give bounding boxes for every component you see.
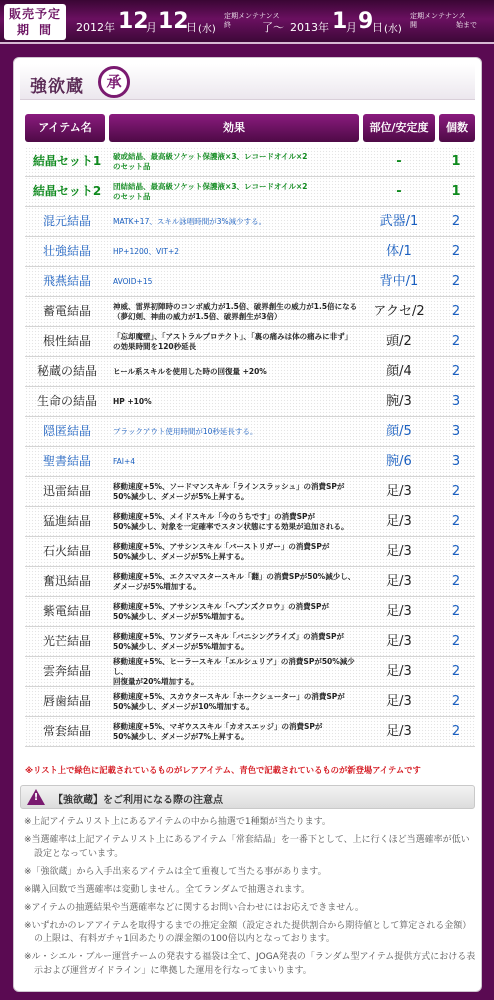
- item-effect: AVOID+15: [113, 276, 153, 286]
- item-name: 常套結晶: [42, 724, 91, 738]
- item-name: 秘蔵の結晶: [36, 364, 97, 378]
- caution-item: ※いずれかのレアアイテムを取得するまでの推定金額（設定された提供割合から期待値として算定される金額）の上限は、有料ガチャ1回あたりの課金額の100倍以内となっております。: [24, 920, 472, 944]
- table-row: [25, 267, 475, 297]
- maintenance-label-1: 定期メンテナンス: [224, 12, 280, 20]
- table-row: [25, 627, 475, 657]
- item-name: 聖書結晶: [42, 454, 91, 468]
- caution-item: ※上記アイテムリスト上にあるアイテムの中から抽選で1種類が当たります。: [24, 817, 331, 827]
- item-effect: HP +10%: [113, 396, 152, 406]
- item-part-stability: 足/3: [386, 724, 412, 739]
- item-part-stability: 足/3: [386, 664, 412, 679]
- end-month: 1: [332, 9, 348, 34]
- item-effect: 破或結晶、最高級ソケット保護液×3、レコードオイル×2 のセット品: [113, 151, 308, 171]
- item-effect: 移動速度+5%、マギウススキル「カオスエッジ」の消費SPが 50%減少し、ダメージが7%上昇する。: [113, 721, 323, 741]
- item-part-stability: アクセ/2: [373, 304, 425, 319]
- item-name: 飛燕結晶: [42, 274, 91, 288]
- sale-period-dates: [72, 6, 492, 40]
- end-day-char: 日: [372, 21, 383, 34]
- table-row: [25, 597, 475, 627]
- item-effect: ブラックアウト使用時間が10秒延長する。: [113, 426, 258, 436]
- item-count: 2: [451, 694, 461, 709]
- item-count: 3: [451, 424, 461, 439]
- item-count: 3: [451, 454, 461, 469]
- item-name: 蓄電結晶: [42, 304, 91, 318]
- item-name: 根性結晶: [42, 334, 91, 348]
- table-row: [25, 687, 475, 717]
- item-part-stability: 足/3: [386, 604, 412, 619]
- panel-title: 強欲蔵: [30, 77, 84, 97]
- sale-period-label-line1: 販売予定: [8, 7, 61, 21]
- table-row: [25, 477, 475, 507]
- item-count: 2: [451, 574, 461, 589]
- item-effect: 移動速度+5%、メイドスキル「今のうちです」の消費SPが 50%減少し、対象を一定確率でスタン状態にする効果が追加される。: [113, 511, 349, 531]
- caution-header: [20, 785, 475, 809]
- maintenance-end-1: 終: [224, 21, 231, 29]
- item-table: [25, 114, 475, 741]
- start-day: 12: [158, 9, 189, 34]
- item-count: 2: [451, 634, 461, 649]
- item-part-stability: 顔/5: [386, 424, 412, 439]
- item-effect: 移動速度+5%、アサシンスキル「バーストリガー」の消費SPが 50%減少し、ダメージが5%上昇する。: [113, 541, 330, 561]
- item-part-stability: 頭/2: [386, 334, 412, 349]
- item-count: 2: [451, 724, 461, 739]
- caution-item: ※購入回数で当選確率は変動しません。全てランダムで抽選されます。: [24, 884, 311, 895]
- item-name: 迅雷結晶: [42, 484, 91, 498]
- caution-item: ※「強欲蔵」から入手出来るアイテムは全て重複して当たる事があります。: [24, 866, 327, 877]
- header-effect: 効果: [109, 114, 359, 142]
- item-count: 2: [451, 604, 461, 619]
- table-row: [25, 147, 475, 177]
- item-count: 2: [451, 364, 461, 379]
- item-effect: 移動速度+5%、アサシンスキル「ヘブンズクロウ」の消費SPが 50%減少し、ダメージが5%増加する。: [113, 601, 330, 621]
- table-row: [25, 567, 475, 597]
- table-row: [25, 177, 475, 207]
- sale-period-banner: [0, 0, 494, 44]
- item-name: 石火結晶: [42, 544, 91, 558]
- caution-title: 【強欲蔵】をご利用になる際の注意点: [53, 795, 223, 806]
- item-part-stability: 腕/6: [386, 454, 412, 469]
- item-effect: 移動速度+5%、ヒーラースキル「エルシュリア」の消費SPが50%減少し、 回復量が20%増加する。: [113, 656, 355, 686]
- table-row: [25, 237, 475, 267]
- start-month: 12: [118, 9, 149, 34]
- item-count: 2: [451, 244, 461, 259]
- item-name: 結晶セット2: [32, 184, 102, 198]
- item-effect: ヒール系スキルを使用した時の回復量 +20%: [113, 366, 267, 376]
- item-count: 2: [451, 304, 461, 319]
- title-seal-icon: 承: [98, 66, 130, 98]
- item-count: 2: [451, 664, 461, 679]
- end-weekday: (水): [384, 24, 402, 35]
- item-part-stability: 足/3: [386, 634, 412, 649]
- table-row: [25, 357, 475, 387]
- table-row: [25, 507, 475, 537]
- end-year: 2013年: [290, 21, 329, 34]
- item-count: 2: [451, 334, 461, 349]
- table-row: [25, 417, 475, 447]
- item-count: 2: [451, 544, 461, 559]
- item-part-stability: 足/3: [386, 484, 412, 499]
- item-count: 2: [451, 274, 461, 289]
- item-name: 唇歯結晶: [42, 694, 91, 708]
- end-month-char: 月: [346, 21, 357, 34]
- item-panel: [13, 57, 482, 992]
- item-name: 結晶セット1: [32, 154, 102, 168]
- caution-list: [24, 816, 476, 983]
- item-effect: 神威、雷界初陣時のコンボ威力が1.5倍、破界創生の威力が1.5倍になる （夢幻剣、神曲の威力が1.5倍、破界創生が3倍）: [113, 301, 358, 321]
- maintenance-label-2: 定期メンテナンス: [410, 12, 466, 20]
- item-part-stability: 足/3: [386, 544, 412, 559]
- header-part-stability: 部位/安定度: [363, 114, 435, 142]
- sale-period-label-line2: 期間: [16, 23, 61, 37]
- color-legend-note: ※リスト上で緑色に記載されているものがレアアイテム、青色で記載されているものが新登場アイテムです: [25, 765, 421, 775]
- item-name: 壮強結晶: [42, 244, 91, 258]
- table-header: [25, 114, 475, 142]
- maintenance-until: 始まで: [456, 21, 477, 29]
- item-part-stability: -: [396, 184, 402, 199]
- item-part-stability: 腕/3: [386, 394, 412, 409]
- item-effect: MATK+17、スキル詠唱時間が3%減少する。: [113, 216, 267, 226]
- item-count: 2: [451, 484, 461, 499]
- table-row: [25, 717, 475, 747]
- item-name: 猛進結晶: [42, 514, 91, 528]
- table-row: [25, 387, 475, 417]
- caution-item: ※アイテムの抽選結果や当選確率などに関するお問い合わせにはお応えできません。: [24, 902, 364, 913]
- table-row: [25, 537, 475, 567]
- item-count: 2: [451, 214, 461, 229]
- table-row: [25, 297, 475, 327]
- item-effect: FAI+4: [113, 456, 136, 466]
- item-part-stability: 武器/1: [379, 214, 419, 229]
- table-row: [25, 327, 475, 357]
- table-row: [25, 447, 475, 477]
- maintenance-after: 了～: [262, 21, 284, 34]
- item-effect: 移動速度+5%、ワンダラースキル「バニシングライズ」の消費SPが 50%減少し、ダメージが5%増加する。: [113, 631, 345, 651]
- item-effect: 移動速度+5%、ソードマンスキル「ラインスラッシュ」の消費SPが 50%減少し、ダメージが5%上昇する。: [113, 481, 345, 501]
- table-row: [25, 657, 475, 687]
- start-day-char: 日: [186, 21, 197, 34]
- start-month-char: 月: [146, 21, 157, 34]
- item-effect: 移動速度+5%、エクスマスタースキル「翻」の消費SPが50%減少し、 ダメージが5%増加する。: [113, 571, 356, 591]
- item-name: 混元結晶: [42, 214, 91, 228]
- warning-icon-mark: !: [33, 792, 39, 803]
- item-name: 雲奔結晶: [42, 664, 91, 678]
- item-effect: 「忘却魔壁」、「アストラルプロテクト」、「裏の痛みは体の痛みに非ず」 の効果時間を120秒延長: [113, 331, 353, 351]
- item-count: 1: [451, 154, 461, 169]
- header-count: 個数: [439, 114, 475, 142]
- start-year: 2012年: [76, 21, 115, 34]
- item-name: 光芒結晶: [42, 634, 91, 648]
- panel-title-bar: [20, 64, 475, 100]
- item-part-stability: 顔/4: [386, 364, 412, 379]
- item-effect: HP+1200、VIT+2: [113, 246, 180, 256]
- caution-item: ※ル・シエル・ブルー運営チームの発表する福袋は全て、JOGA発表の「ランダム型アイテム提供方式における表示および運営ガイドライン」に準拠した運用を行なってまいります。: [24, 952, 476, 976]
- item-effect: 団結結晶、最高級ソケット保護液×3、レコードオイル×2 のセット品: [113, 181, 308, 201]
- item-part-stability: -: [396, 154, 402, 169]
- item-name: 隠匿結晶: [42, 424, 91, 438]
- item-name: 奮迅結晶: [42, 574, 91, 588]
- start-weekday: (水): [198, 24, 216, 35]
- item-count: 3: [451, 394, 461, 409]
- caution-item: ※当選確率は上記アイテムリスト上にあるアイテム「常套結晶」を一番下として、上に行くほど当選確率が低い設定となっています。: [24, 835, 470, 859]
- end-day: 9: [358, 9, 374, 34]
- item-part-stability: 背中/1: [379, 274, 419, 289]
- item-count: 2: [451, 514, 461, 529]
- item-part-stability: 足/3: [386, 574, 412, 589]
- header-item-name: アイテム名: [25, 114, 105, 142]
- item-part-stability: 足/3: [386, 514, 412, 529]
- table-row: [25, 207, 475, 237]
- item-part-stability: 足/3: [386, 694, 412, 709]
- item-part-stability: 体/1: [386, 244, 412, 259]
- item-count: 1: [451, 184, 461, 199]
- item-name: 紫電結晶: [42, 604, 91, 618]
- maintenance-start-2: 開: [410, 21, 417, 29]
- sale-period-label: [4, 4, 66, 40]
- item-effect: 移動速度+5%、スカウタースキル「ホークシューター」の消費SPが 50%減少し、ダメージが10%増加する。: [113, 691, 345, 711]
- item-name: 生命の結晶: [36, 394, 97, 408]
